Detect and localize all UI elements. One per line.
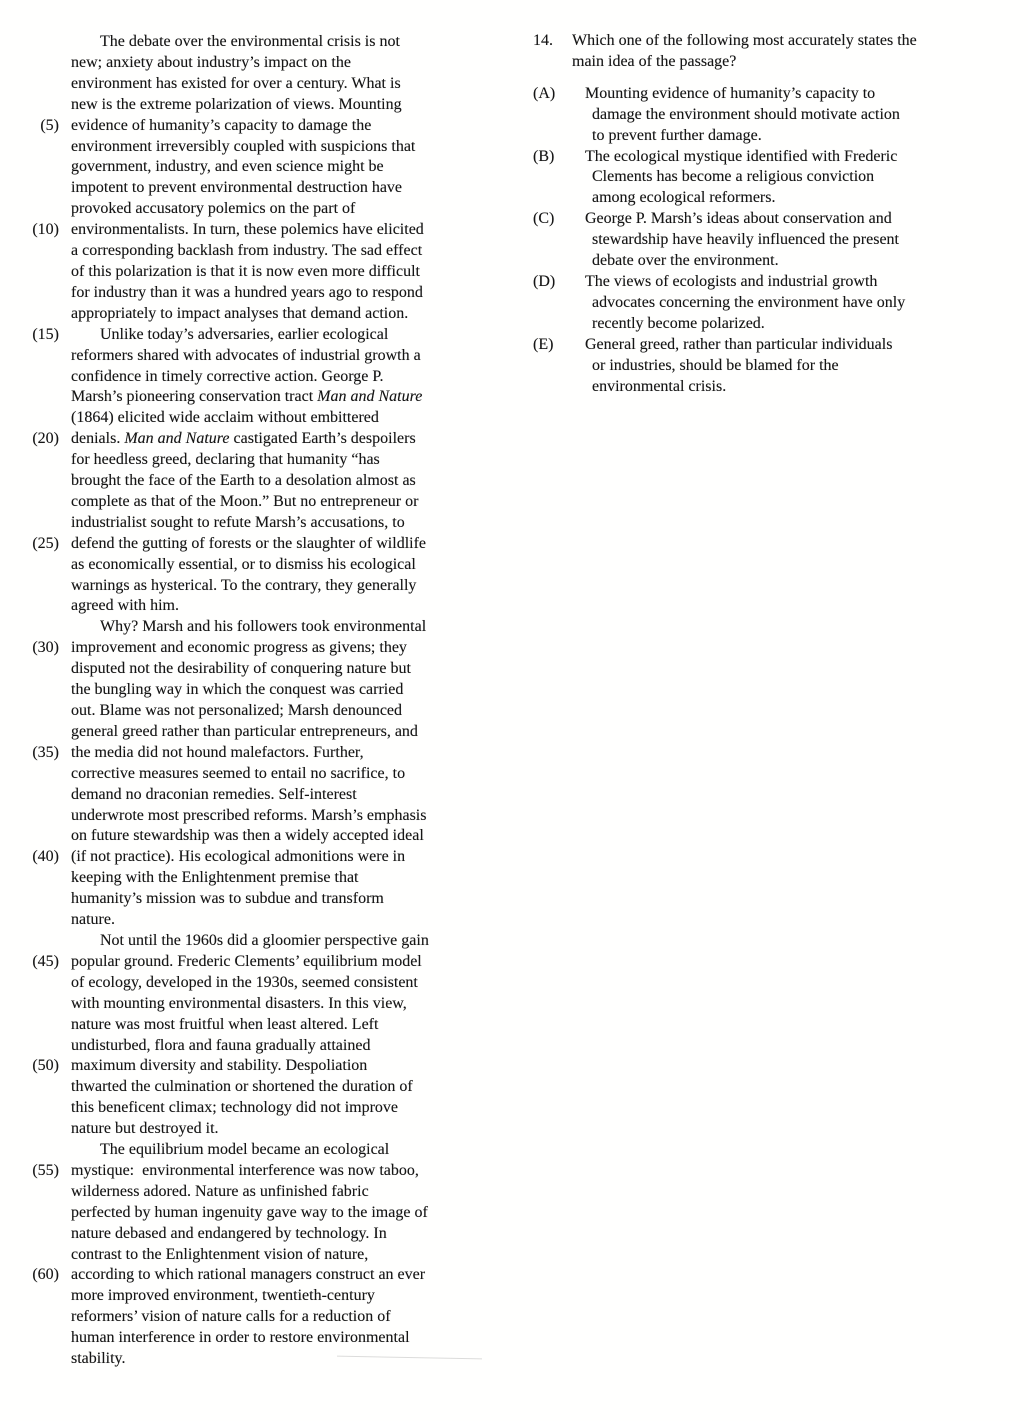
passage-line: [0, 1349, 514, 1370]
line-number: [0, 1203, 59, 1224]
line-number: [0, 137, 59, 158]
passage-line: [0, 178, 514, 199]
passage-line: [0, 262, 514, 283]
line-number: [0, 1349, 59, 1370]
choice-line: stewardship have heavily influenced the present: [592, 231, 899, 249]
passage-line-text: (if not practice). His ecological admonitions were in: [71, 848, 406, 866]
line-number: (60): [32, 1266, 59, 1284]
line-number: [0, 1098, 59, 1119]
choice-line: Clements has become a religious conviction: [592, 168, 875, 186]
passage-line: [0, 576, 514, 597]
passage-line: [0, 847, 514, 868]
passage-line-text: new; anxiety about industry’s impact on the: [71, 53, 351, 71]
passage-line-text: as economically essential, or to dismiss his ecological: [71, 555, 416, 573]
passage-line-text: environmentalists. In turn, these polemics have elicited: [71, 221, 424, 239]
passage-line: [0, 157, 514, 178]
question-block: [533, 31, 1018, 73]
passage-line: [0, 638, 514, 659]
passage-line: [0, 555, 514, 576]
passage-line-text: mystique: environmental interference was now taboo,: [71, 1161, 419, 1179]
passage-line: [0, 1265, 514, 1286]
passage-line-text: wilderness adored. Nature as unfinished fabric: [71, 1182, 369, 1200]
passage-line-text: environment irreversibly coupled with suspicions that: [71, 137, 416, 155]
passage-line-text: Unlike today’s adversaries, earlier ecological: [100, 325, 389, 343]
passage-line-text: demand no draconian remedies. Self-interest: [71, 785, 357, 803]
passage-column: [0, 32, 514, 1370]
passage-line-text: out. Blame was not personalized; Marsh denounced: [71, 702, 403, 719]
passage-line: [0, 429, 514, 450]
choice-label: (E): [533, 335, 554, 353]
passage-line: [0, 1098, 514, 1119]
line-number: (45): [32, 952, 59, 970]
line-number: [0, 1224, 59, 1245]
choice-label: (D): [533, 272, 556, 290]
choice-line: General greed, rather than particular individuals: [585, 335, 893, 353]
passage-line: [0, 241, 514, 262]
passage-line-text: government, industry, and even science might be: [71, 158, 384, 176]
passage-line-text: for industry than it was a hundred years ago to respond: [71, 283, 423, 301]
passage-line-text: of this polarization is that it is now even more difficult: [71, 262, 420, 280]
choice-line: damage the environment should motivate action: [592, 105, 900, 123]
line-number: [0, 408, 59, 429]
passage-line-text: human interference in order to restore environmental: [71, 1329, 410, 1347]
line-number: [0, 701, 59, 722]
line-number: [0, 889, 59, 910]
line-number: [0, 680, 59, 701]
passage-line: [0, 367, 514, 388]
choice-b: [533, 147, 1018, 210]
passage-line: [0, 450, 514, 471]
passage-line: [0, 785, 514, 806]
passage-line: [0, 1056, 514, 1077]
passage-line-text: the media did not hound malefactors. Further,: [71, 743, 364, 761]
choice-text: [585, 84, 900, 147]
choice-text: [585, 147, 897, 210]
line-number: [0, 1036, 59, 1057]
line-number: [0, 387, 59, 408]
choice-text: [585, 272, 905, 335]
passage-line: [0, 764, 514, 785]
line-number: [0, 722, 59, 743]
line-number: [0, 785, 59, 806]
passage-line-text: impotent to prevent environmental destruction have: [71, 179, 403, 197]
line-number: [0, 471, 59, 492]
passage-line-text: nature debased and endangered by technology. In: [71, 1224, 387, 1242]
passage-line-text: Not until the 1960s did a gloomier perspective gain: [100, 931, 429, 949]
passage-line: [0, 1077, 514, 1098]
choice-d: [533, 272, 1018, 335]
passage-line-text: nature.: [71, 911, 115, 929]
passage-line: [0, 1203, 514, 1224]
passage-line: [0, 596, 514, 617]
line-number: [0, 1077, 59, 1098]
passage-line-text: the bungling way in which the conquest was carried: [71, 681, 404, 699]
passage-line: [0, 1182, 514, 1203]
passage-line-text: on future stewardship was then a widely accepted ideal: [71, 827, 424, 845]
passage-line: [0, 1286, 514, 1307]
question-column: [533, 31, 1018, 397]
line-number: [0, 1245, 59, 1266]
passage-line-text: perfected by human ingenuity gave way to the image of: [71, 1203, 428, 1221]
passage-line: [0, 137, 514, 158]
question-stem-line: main idea of the passage?: [572, 52, 737, 70]
passage-line: [0, 199, 514, 220]
passage-line: [0, 220, 514, 241]
passage-line: [0, 889, 514, 910]
line-number: [0, 1286, 59, 1307]
line-number: [0, 994, 59, 1015]
passage-line: [0, 1307, 514, 1328]
passage-line-text: denials. Man and Nature castigated Earth’s despoilers: [71, 430, 416, 448]
passage-line: [0, 32, 514, 53]
line-number: [0, 241, 59, 262]
choice-line: recently become polarized.: [592, 314, 765, 332]
choice-line: advocates concerning the environment have only: [592, 293, 906, 311]
line-number: [0, 199, 59, 220]
question-number: 14.: [533, 32, 553, 49]
line-number: (40): [32, 848, 59, 866]
line-number: [0, 513, 59, 534]
passage-line-text: for heedless greed, declaring that humanity “has: [71, 451, 380, 469]
passage-line-text: appropriately to impact analyses that demand action.: [71, 304, 409, 322]
passage-line-text: more improved environment, twentieth-century: [71, 1287, 375, 1305]
passage-line-text: warnings as hysterical. To the contrary, they generally: [71, 576, 417, 594]
passage-line-text: with mounting environmental disasters. In this view,: [71, 994, 407, 1012]
line-number: [0, 1307, 59, 1328]
line-number: (5): [40, 116, 59, 134]
passage-line: [0, 1161, 514, 1182]
line-number: [0, 931, 59, 952]
passage-line: [0, 826, 514, 847]
passage-line-text: disputed not the desirability of conquering nature but: [71, 660, 411, 678]
question-stem-line: Which one of the following most accurately states the: [572, 32, 917, 49]
passage-line-text: nature but destroyed it.: [71, 1120, 219, 1138]
passage-line-text: contrast to the Enlightenment vision of nature,: [71, 1245, 369, 1263]
passage-line-text: improvement and economic progress as givens; they: [71, 639, 407, 657]
line-number: [0, 806, 59, 827]
passage-line: [0, 53, 514, 74]
passage-line: [0, 743, 514, 764]
passage-line-text: underwrote most prescribed reforms. Marsh’s emphasis: [71, 806, 427, 824]
passage-line: [0, 722, 514, 743]
passage-line: [0, 283, 514, 304]
passage-line-text: popular ground. Frederic Clements’ equilibrium model: [71, 952, 422, 970]
passage-line: [0, 471, 514, 492]
passage-line: [0, 1015, 514, 1036]
passage-line-text: a corresponding backlash from industry. The sad effect: [71, 242, 423, 260]
line-number: [0, 576, 59, 597]
choice-label: (A): [533, 84, 556, 102]
choice-label: (C): [533, 210, 555, 228]
passage-line: [0, 617, 514, 638]
line-number: (20): [32, 430, 59, 448]
line-number: (15): [32, 325, 59, 343]
passage-line-text: thwarted the culmination or shortened the duration of: [71, 1078, 413, 1096]
passage-line-text: undisturbed, flora and fauna gradually attained: [71, 1036, 371, 1054]
line-number: [0, 492, 59, 513]
passage-line-text: nature was most fruitful when least altered. Left: [71, 1015, 379, 1033]
passage-line-text: humanity’s mission was to subdue and transform: [71, 890, 384, 908]
passage-line: [0, 513, 514, 534]
passage-line: [0, 994, 514, 1015]
passage-line: [0, 680, 514, 701]
choice-text: [585, 209, 899, 272]
passage-line-text: The debate over the environmental crisis is not: [100, 33, 400, 50]
line-number: [0, 596, 59, 617]
passage-line-text: (1864) elicited wide acclaim without embittered: [71, 409, 379, 427]
passage-line: [0, 931, 514, 952]
choice-a: [533, 84, 1018, 147]
line-number: [0, 1328, 59, 1349]
line-number: [0, 304, 59, 325]
line-number: [0, 32, 59, 53]
line-number: [0, 910, 59, 931]
line-number: (10): [32, 221, 59, 239]
line-number: [0, 1015, 59, 1036]
italic-title: Man and Nature: [317, 388, 423, 406]
passage-line-text: this beneficent climax; technology did not improve: [71, 1099, 399, 1117]
passage-line-text: new is the extreme polarization of views. Mounting: [71, 95, 402, 113]
passage-line-text: environment has existed for over a century. What is: [71, 74, 401, 92]
line-number: [0, 555, 59, 576]
choice-line: among ecological reformers.: [592, 189, 776, 207]
line-number: [0, 617, 59, 638]
choice-line: to prevent further damage.: [592, 126, 762, 144]
choice-text: [585, 335, 892, 398]
line-number: [0, 53, 59, 74]
italic-title: Man and Nature: [124, 430, 230, 448]
passage-lines: [0, 32, 514, 1370]
passage-line: [0, 534, 514, 555]
line-number: (55): [32, 1161, 59, 1179]
passage-line-text: complete as that of the Moon.” But no entrepreneur or: [71, 492, 419, 510]
line-number: [0, 450, 59, 471]
line-number: [0, 346, 59, 367]
passage-line-text: keeping with the Enlightenment premise that: [71, 869, 359, 887]
choice-line: environmental crisis.: [592, 377, 727, 395]
passage-line: [0, 95, 514, 116]
passage-line: [0, 973, 514, 994]
passage-line-text: general greed rather than particular entrepreneurs, and: [71, 722, 418, 740]
choice-line: The views of ecologists and industrial growth: [585, 272, 878, 290]
passage-line: [0, 701, 514, 722]
passage-line-text: confidence in timely corrective action. George P.: [71, 367, 384, 385]
passage-line: [0, 1245, 514, 1266]
passage-line-text: The equilibrium model became an ecological: [100, 1141, 390, 1159]
line-number: [0, 973, 59, 994]
passage-line: [0, 952, 514, 973]
line-number: [0, 1182, 59, 1203]
passage-line-text: of ecology, developed in the 1930s, seemed consistent: [71, 973, 418, 991]
passage-line: [0, 304, 514, 325]
question-stem: [572, 31, 917, 73]
line-number: [0, 178, 59, 199]
choice-label: (B): [533, 147, 555, 165]
line-number: [0, 157, 59, 178]
passage-line: [0, 1224, 514, 1245]
choice-c: [533, 209, 1018, 272]
passage-line-text: evidence of humanity’s capacity to damage the: [71, 116, 372, 134]
passage-line-text: defend the gutting of forests or the slaughter of wildlife: [71, 534, 427, 552]
choice-line: The ecological mystique identified with Frederic: [585, 147, 898, 165]
passage-line: [0, 868, 514, 889]
passage-line-text: Why? Marsh and his followers took environmental: [100, 618, 427, 636]
passage-line-text: provoked accusatory polemics on the part of: [71, 200, 356, 218]
passage-line: [0, 1140, 514, 1161]
passage-line: [0, 492, 514, 513]
passage-line-text: corrective measures seemed to entail no sacrifice, to: [71, 764, 406, 782]
passage-line: [0, 408, 514, 429]
choice-line: Mounting evidence of humanity’s capacity to: [585, 84, 876, 102]
passage-line-text: industrialist sought to refute Marsh’s accusations, to: [71, 513, 405, 531]
choice-line: or industries, should be blamed for the: [592, 356, 839, 374]
passage-line-text: agreed with him.: [71, 597, 179, 615]
line-number: [0, 764, 59, 785]
passage-line-text: brought the face of the Earth to a desolation almost as: [71, 472, 416, 490]
line-number: [0, 1119, 59, 1140]
line-number: [0, 826, 59, 847]
line-number: [0, 74, 59, 95]
passage-line-text: Marsh’s pioneering conservation tract Man and Nature: [71, 388, 423, 406]
line-number: [0, 283, 59, 304]
choice-line: debate over the environment.: [592, 252, 779, 270]
passage-line-text: reformers’ vision of nature calls for a reduction of: [71, 1308, 391, 1326]
passage-line: [0, 910, 514, 931]
line-number: [0, 367, 59, 388]
choices: [533, 84, 1018, 398]
line-number: (25): [32, 534, 59, 552]
line-number: [0, 1140, 59, 1161]
passage-line: [0, 1036, 514, 1057]
passage-line: [0, 1328, 514, 1349]
passage-line-text: according to which rational managers construct an ever: [71, 1266, 426, 1284]
passage-line: [0, 387, 514, 408]
passage-line: [0, 74, 514, 95]
passage-line: [0, 325, 514, 346]
passage-line: [0, 659, 514, 680]
passage-line: [0, 346, 514, 367]
passage-line: [0, 116, 514, 137]
line-number: (50): [32, 1057, 59, 1075]
line-number: (35): [32, 743, 59, 761]
passage-line-text: reformers shared with advocates of industrial growth a: [71, 346, 421, 364]
passage-line-text: stability.: [71, 1350, 126, 1368]
passage-line: [0, 806, 514, 827]
passage-line-text: maximum diversity and stability. Despoliation: [71, 1057, 368, 1075]
line-number: (30): [32, 639, 59, 657]
choice-line: George P. Marsh’s ideas about conservation and: [585, 210, 892, 228]
line-number: [0, 95, 59, 116]
line-number: [0, 262, 59, 283]
line-number: [0, 868, 59, 889]
passage-line: [0, 1119, 514, 1140]
line-number: [0, 659, 59, 680]
choice-e: [533, 335, 1018, 398]
